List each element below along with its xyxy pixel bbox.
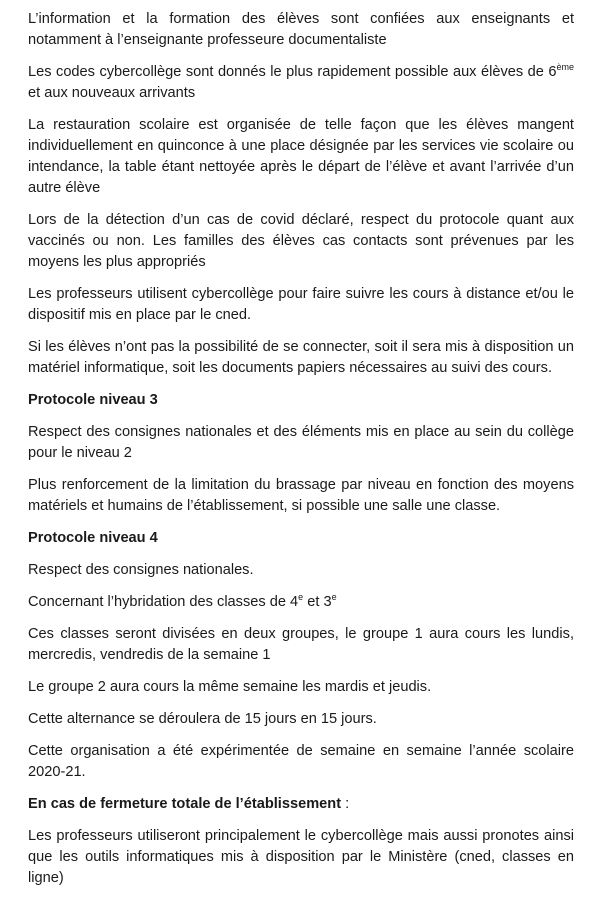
paragraph-consignes-niveau-2: Respect des consignes nationales et des éléments mis en place au sein du collège pour le niveau 2	[28, 424, 574, 461]
document-page	[28, 9, 574, 900]
paragraph-restauration: La restauration scolaire est organisée de telle façon que les élèves mangent individuellement en quinconce à une place désignée par les services vie scolaire ou intendance, la table étant nettoyée après le départ de l’élève et avant l’arrivée d’un autre élève	[28, 117, 574, 196]
paragraph-information: L’information et la formation des élèves sont confiées aux enseignants et notamment à l’enseignante professeure documentaliste	[28, 11, 574, 48]
hybridation-text: Concernant l’hybridation des classes de 4	[28, 594, 299, 610]
paragraph-groupes: Ces classes seront divisées en deux groupes, le groupe 1 aura cours les lundis, mercredis, vendredis de la semaine 1	[28, 626, 574, 663]
fermeture-bold: En cas de fermeture totale de l’établissement	[28, 796, 342, 812]
paragraph-materiel: Si les élèves n’ont pas la possibilité de se connecter, soit il sera mis à disposition un matériel informatique, soit les documents papiers nécessaires au suivi des cours.	[28, 339, 574, 376]
paragraph-groupe-2: Le groupe 2 aura cours la même semaine les mardis et jeudis.	[28, 679, 432, 695]
paragraph-outils-informatiques: Les professeurs utiliseront principalement le cybercollège mais aussi pronotes ainsi que les outils informatiques mis à disposition par le Ministère (cned, classes en ligne)	[28, 828, 574, 886]
paragraph-alternance: Cette alternance se déroulera de 15 jours en 15 jours.	[28, 711, 377, 727]
paragraph-hybridation	[28, 592, 574, 613]
paragraph-covid-detection: Lors de la détection d’un cas de covid déclaré, respect du protocole quant aux vaccinés ou non. Les familles des élèves cas contacts sont prévenues par les moyens les plus appropriés	[28, 212, 574, 270]
heading-protocole-4: Protocole niveau 4	[28, 530, 158, 546]
paragraph-organisation: Cette organisation a été expérimentée de semaine en semaine l’année scolaire 2020-21.	[28, 743, 574, 780]
codes-text-end: et aux nouveaux arrivants	[28, 85, 196, 101]
hybridation-sup-1: e	[298, 592, 304, 603]
paragraph-cours-distance: Les professeurs utilisent cybercollège pour faire suivre les cours à distance et/ou le dispositif mis en place par le cned.	[28, 286, 574, 323]
hybridation-text-2: et 3	[303, 594, 332, 610]
heading-protocole-3: Protocole niveau 3	[28, 392, 158, 408]
paragraph-brassage: Plus renforcement de la limitation du brassage par niveau en fonction des moyens matériels et humains de l’établissement, si possible une salle une classe.	[28, 477, 574, 514]
heading-fermeture-totale	[28, 794, 574, 815]
codes-superscript: ème	[556, 62, 574, 73]
paragraph-consignes-nationales: Respect des consignes nationales.	[28, 562, 254, 578]
codes-text: Les codes cybercollège sont donnés le plus rapidement possible aux élèves de 6	[28, 64, 557, 80]
hybridation-sup-2: e	[331, 592, 337, 603]
paragraph-codes-cybercollege	[28, 62, 574, 104]
fermeture-colon: :	[341, 796, 350, 812]
